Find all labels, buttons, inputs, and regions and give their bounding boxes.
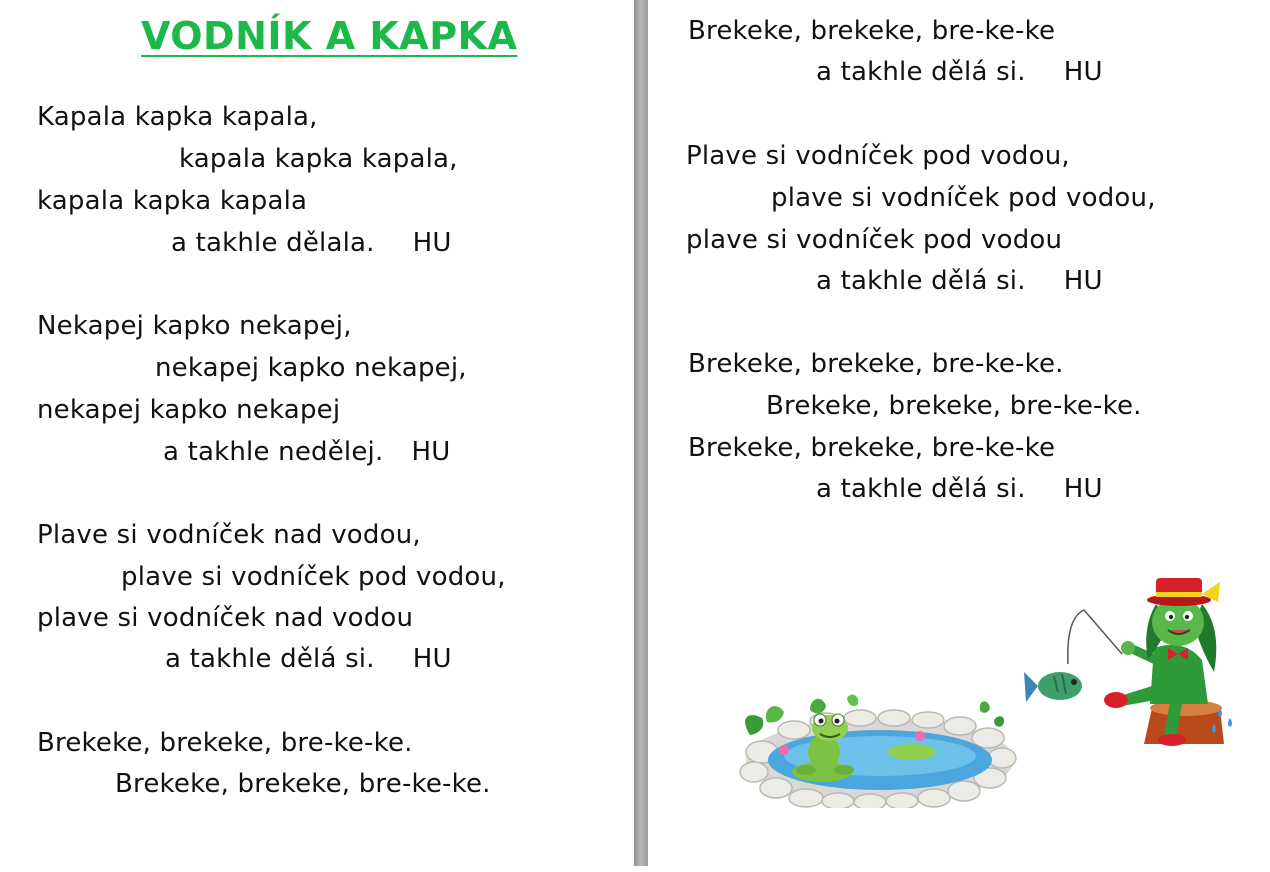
hu-exclamation: HU: [412, 228, 452, 258]
verse-line: kapala kapka kapala: [37, 186, 308, 216]
verse-line: plave si vodníček nad vodou: [37, 603, 414, 633]
book-spine: [634, 0, 648, 866]
vodnik-fishing-illustration: [1024, 568, 1236, 750]
page-title: VODNÍK A KAPKA: [141, 14, 518, 58]
verse-line: Brekeke, brekeke, bre-ke-ke: [688, 433, 1056, 463]
verse-text: a takhle nedělej.: [163, 437, 384, 467]
verse-line: Brekeke, brekeke, bre-ke-ke: [688, 16, 1056, 46]
left-page: [0, 0, 634, 872]
verse-line: Brekeke, brekeke, bre-ke-ke.: [37, 728, 413, 758]
hu-exclamation: HU: [1063, 57, 1103, 87]
verse-line: [171, 228, 452, 258]
verse-line: [816, 266, 1103, 296]
verse-line: Nekapej kapko nekapej,: [37, 311, 352, 341]
verse-line: nekapej kapko nekapej,: [155, 353, 467, 383]
verse-text: a takhle dělá si.: [165, 644, 375, 674]
verse-text: a takhle dělá si.: [816, 57, 1026, 87]
verse-text: a takhle dělá si.: [816, 266, 1026, 296]
verse-line: Plave si vodníček pod vodou,: [686, 141, 1070, 171]
verse-line: kapala kapka kapala,: [179, 144, 458, 174]
verse-line: Brekeke, brekeke, bre-ke-ke.: [115, 769, 491, 799]
verse-line: Brekeke, brekeke, bre-ke-ke.: [766, 391, 1142, 421]
verse-line: plave si vodníček pod vodou,: [121, 562, 506, 592]
verse-line: [163, 437, 450, 467]
verse-line: plave si vodníček pod vodou: [686, 225, 1063, 255]
hu-exclamation: HU: [1063, 474, 1103, 504]
verse-line: [165, 644, 452, 674]
hu-exclamation: HU: [1063, 266, 1103, 296]
hu-exclamation: HU: [411, 437, 451, 467]
verse-text: a takhle dělala.: [171, 228, 375, 258]
pond-frog-illustration: [732, 690, 1022, 808]
verse-text: a takhle dělá si.: [816, 474, 1026, 504]
verse-line: nekapej kapko nekapej: [37, 395, 341, 425]
verse-line: Brekeke, brekeke, bre-ke-ke.: [688, 349, 1064, 379]
verse-line: Plave si vodníček nad vodou,: [37, 520, 421, 550]
hu-exclamation: HU: [412, 644, 452, 674]
right-page: [648, 0, 1270, 872]
verse-line: Kapala kapka kapala,: [37, 102, 318, 132]
verse-line: [816, 474, 1103, 504]
verse-line: [816, 57, 1103, 87]
verse-line: plave si vodníček pod vodou,: [771, 183, 1156, 213]
